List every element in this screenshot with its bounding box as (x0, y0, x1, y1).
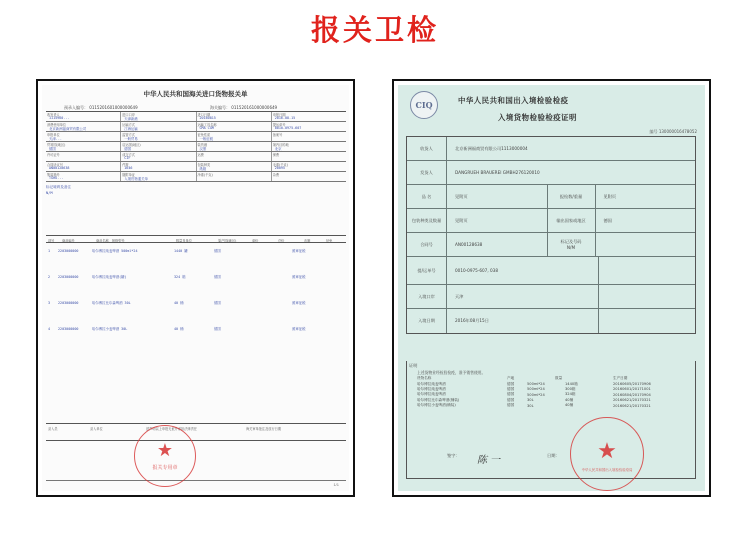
customs-field-row (46, 142, 346, 152)
footer-label: 录入单位 (90, 427, 103, 431)
customs-field: 贸易国(地区) 德国 (46, 142, 121, 151)
entry-no: 海关编号： 011520161000000649 (210, 105, 278, 110)
customs-field: 杂费 (272, 173, 280, 177)
customs-field: 申报单位 天津... (46, 132, 121, 141)
customs-field-grid (46, 111, 346, 182)
customs-field: 成交方式 CIF (121, 152, 196, 161)
ciq-subtitle: 入境货物检验检疫证明 (498, 113, 577, 122)
customs-field: 毛重(千克) 20095 (272, 163, 288, 170)
customs-footer (46, 423, 346, 441)
ciq-seal: ★ 中华人民共和国出入境检验检疫局 (570, 417, 644, 491)
customs-field: 进口口岸 天津新港 (121, 112, 196, 121)
row-package: 包装种类及数量 见附页 输出国家或地区 德国 (407, 209, 695, 233)
ciq-goods-row: 哈尔博拉纯麦啤酒 德国 500ml*24 300箱 20160601/20171001 (417, 386, 651, 392)
customs-field-row (46, 152, 346, 162)
ciq-info-table (406, 136, 696, 334)
customs-field: 集装箱号 TGHU... (46, 172, 121, 181)
date-sign-label: 日期： (547, 453, 560, 458)
ciq-cert-no: 编号 130000016478052 (649, 129, 697, 134)
goods-header-cell: 币制 (304, 239, 311, 243)
goods-header-cell: 单价 (252, 239, 259, 243)
page-title: 报关卫检 (310, 13, 439, 47)
goods-header-cell: 项号 (48, 239, 55, 243)
customs-field: 运费 (197, 152, 272, 161)
customs-field: 许可证号 (46, 152, 121, 161)
row-port: 入境口岸 天津 (407, 285, 695, 309)
goods-header-cell: 商品名称、规格型号 (96, 239, 125, 243)
ciq-certificate-frame (392, 79, 711, 497)
customs-field: 收发货人 1115960... (46, 112, 121, 121)
signature: 陈 一 (477, 455, 501, 466)
customs-field: 征免性质 一般征税 (197, 132, 272, 141)
customs-field: 件数 1646 (121, 162, 196, 171)
pre-entry-no: 预录入编号： 0115201601000000649 (64, 105, 138, 110)
customs-field-row (46, 172, 346, 182)
row-shipper: 发货人 DANGRUEH BRAUEREI GMBH276120010 (407, 161, 695, 185)
ciq-logo-icon: CIQ (410, 91, 438, 119)
goods-header-cell: 数量及单位 (176, 239, 192, 243)
row-contract: 合同号 AN00128638 标记及号码 N/M (407, 233, 695, 257)
goods-table-header (46, 235, 346, 243)
customs-field-row (46, 122, 346, 132)
customs-field: 提运单号 0010-0975-607 (272, 123, 302, 130)
footer-label: 录入员 (48, 427, 58, 431)
customs-field: 保费 (272, 153, 280, 157)
ciq-title: 中华人民共和国出入境检验检疫 (458, 96, 569, 105)
customs-field: 申报日期 2016-08-15 (272, 113, 296, 120)
customs-field: 净重(千克) (197, 172, 272, 181)
row-product: 品 名 见附页 报检数/重量 见附页 (407, 185, 695, 209)
footer-label: 兹声明以上申报无讹并承担法律责任 (146, 427, 197, 431)
goods-header-cell: 商品编号 (62, 239, 75, 243)
customs-field: 进口日期 20160815 (197, 112, 272, 121)
customs-footer-lower (46, 441, 346, 481)
customs-field: 包装种类 纸箱 (197, 162, 272, 171)
ciq-goods-list (417, 376, 687, 408)
goods-header-cell: 总价 (278, 239, 285, 243)
footer-label: 海关审单批注及放行日期 (246, 427, 282, 431)
customs-field: 运输工具名称 CMA CGM (197, 122, 272, 131)
customs-declaration: 中华人民共和国海关进口货物报关单 预录入编号： 0115201601000000649 海关编号： 011520161000000649 收发货人 1115960... 进口口岸 天津新港 进口日期 20160815 申报日期 2016-08-15 消费使用单位 北京新洲福商贸有限公司 运输方式 江海运输 运输工具名称 CMA CGM 提运单号 0010-0975-607 申报单位 天津... 监管方式 一般贸易 征免性质 一般征税 备案号 贸易国(地区) 德国 启运国(地区) 德国 装货港 汉堡 境内目的地 北京 许可证号 成交方式 CIF 运费 保费 合同协议号 AN00128638 件数 1646 包装种类 纸箱 毛重(千克) 20095 集装箱号 TGHU... 随附单证 入境货物通关单 净重(千克) 杂费 标记唛码及备注 N/M 项号 商品编号 商品名称、规格型号 数量及单位 原产国(地区) 单价 总价 币制 征免 录入员 录入单位 兹声明以上申报无讹并承担法律责任 海关审单批注及放行日期 ★ 报关专用章 1/1 1 2203000000 哈尔博拉纯麦啤酒 500ml*24 1440 罐 德国 照章征税 2 2203000000 哈尔博拉纯麦啤酒(罐) 324 箱 德国 照章征税 3 2203000000 哈尔博拉比尔森啤酒 30L 40 桶 德国 照章征税 4 2203000000 哈尔博拉小麦啤酒 30L 40 桶 德国 照章征税 (42, 85, 349, 491)
ciq-certificate (398, 85, 705, 491)
customs-field-row (46, 132, 346, 142)
row-date: 入境日期 2016年08月15日 (407, 309, 695, 333)
customs-field: 合同协议号 AN00128638 (46, 162, 121, 171)
ciq-goods-row: 哈尔博拉纯麦啤酒 德国 500ml*24 1440箱 20160605/20170906 (417, 381, 651, 387)
customs-seal: ★ 报关专用章 (134, 425, 196, 487)
customs-field: 随附单证 入境货物通关单 (121, 172, 196, 181)
row-consignee: 收货人 北京新洲福商贸有限公司1113000004 (407, 137, 695, 161)
customs-field-row (46, 112, 346, 122)
marks-remark: N/M (46, 191, 53, 195)
customs-field: 装货港 汉堡 (197, 142, 272, 151)
ciq-goods-row: 哈尔博拉小麦啤酒(桶装) 德国 30L 40桶 20160621/20170321 (417, 403, 651, 408)
customs-field: 启运国(地区) 德国 (121, 142, 196, 151)
sign-label: 签字： (447, 453, 460, 458)
customs-declaration-frame (36, 79, 355, 497)
goods-header-cell: 原产国(地区) (218, 239, 237, 243)
customs-title: 中华人民共和国海关进口货物报关单 (143, 90, 248, 98)
customs-field-row (46, 162, 346, 172)
customs-field: 境内目的地 北京 (272, 143, 289, 151)
ciq-goods-row: 哈尔博拉比尔森啤酒(桶装) 德国 30L 40桶 20160621/20170321 (417, 397, 651, 403)
marks-label: 标记唛码及备注 (46, 185, 72, 189)
ciq-proof-section: 证明 上述货物业经检验检疫，准予销售使用。 货物名称 产地 数量 生产日期 哈尔博拉纯麦啤酒 德国 500ml*24 1440箱 20160605/20170906 哈尔博拉纯麦啤酒 德国 500ml*24 300箱 20160601/20171001 哈尔博拉纯麦啤酒 德国 500ml*24 324箱 20160804/20170904 哈尔博拉比尔森啤酒(桶装) 德国 30L 40桶 20160621/20170321 哈尔博拉小麦啤酒(桶装) 德国 30L 40桶 20160621/20170321 签字： 陈 一 日期： (406, 361, 696, 479)
row-bl: 提/运单号 0010-0975-607, 038 (407, 257, 695, 285)
customs-field: 监管方式 一般贸易 (121, 132, 196, 141)
goods-header-cell: 征免 (326, 239, 333, 243)
customs-field: 消费使用单位 北京新洲福商贸有限公司 (46, 122, 121, 131)
ciq-goods-header: 货物名称 产地 数量 生产日期 (417, 376, 628, 381)
ciq-goods-row: 哈尔博拉纯麦啤酒 德国 500ml*24 324箱 20160804/20170904 (417, 392, 651, 397)
page-number: 1/1 (333, 482, 339, 487)
customs-field: 运输方式 江海运输 (121, 122, 196, 131)
customs-field: 备案号 (272, 133, 283, 137)
